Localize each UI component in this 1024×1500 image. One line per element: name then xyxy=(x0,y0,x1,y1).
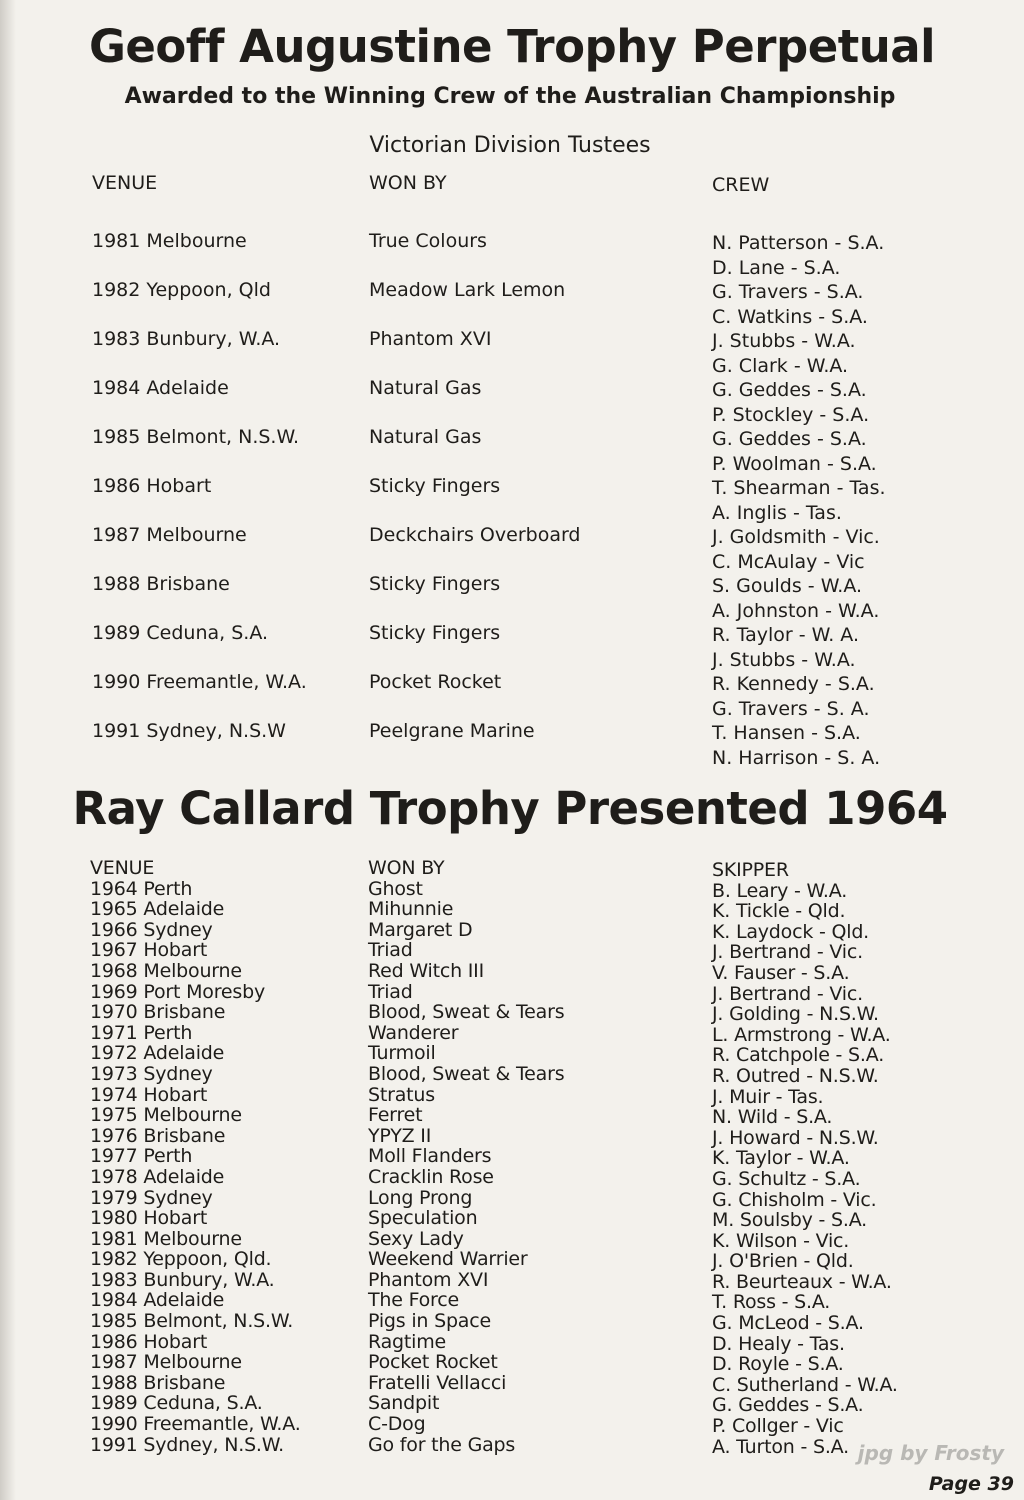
won-by-cell: Triad xyxy=(368,980,413,1003)
table-row xyxy=(0,621,1024,670)
table-row xyxy=(0,425,1024,474)
trustees-heading: Victorian Division Tustees xyxy=(369,133,651,158)
venue-cell: 1987 Melbourne xyxy=(90,1351,242,1374)
venue-cell: 1985 Belmont, N.S.W. xyxy=(92,426,300,448)
venue-cell: 1967 Hobart xyxy=(90,939,208,962)
crew-member: N. Harrison - S. A. xyxy=(712,746,881,769)
table-row xyxy=(0,1351,1024,1376)
won-by-cell: Pigs in Space xyxy=(368,1310,491,1333)
venue-cell: 1965 Adelaide xyxy=(90,898,225,921)
table-row xyxy=(0,1207,1024,1232)
won-by-column-header: WON BY xyxy=(369,172,447,194)
venue-cell: 1989 Ceduna, S.A. xyxy=(92,622,269,644)
skipper-cell: R. Beurteaux - W.A. xyxy=(712,1270,892,1293)
table-row xyxy=(0,278,1024,327)
crew-cell xyxy=(712,672,875,721)
crew-member: J. Goldsmith - Vic. xyxy=(712,526,880,548)
won-by-cell: True Colours xyxy=(369,230,487,252)
venue-column-header: VENUE xyxy=(90,857,155,879)
skipper-cell: G. McLeod - S.A. xyxy=(712,1312,864,1335)
venue-cell: 1990 Freemantle, W.A. xyxy=(92,671,307,693)
crew-cell xyxy=(712,525,880,574)
geoff-augustine-trophy-subtitle: Awarded to the Winning Crew of the Australian Championship xyxy=(124,84,896,109)
crew-member: G. Clark - W.A. xyxy=(712,354,849,377)
crew-member: A. Inglis - Tas. xyxy=(712,501,842,524)
table-row xyxy=(0,474,1024,523)
skipper-cell: C. Sutherland - W.A. xyxy=(712,1373,898,1396)
won-by-cell: Red Witch III xyxy=(368,959,484,982)
crew-cell xyxy=(712,574,879,623)
table-row xyxy=(0,1145,1024,1170)
venue-cell: 1983 Bunbury, W.A. xyxy=(90,1268,275,1291)
ray-callard-trophy-title: Ray Callard Trophy Presented 1964 xyxy=(72,782,948,835)
table-row xyxy=(0,376,1024,425)
venue-cell: 1988 Brisbane xyxy=(92,573,230,595)
table-row xyxy=(0,1188,1024,1209)
table-header-row xyxy=(0,858,1024,879)
table-row xyxy=(0,898,1024,923)
crew-member: G. Travers - S. A. xyxy=(712,697,870,720)
skipper-cell: R. Catchpole - S.A. xyxy=(712,1044,885,1067)
crew-cell xyxy=(712,231,884,280)
won-by-cell: Long Prong xyxy=(368,1186,473,1209)
watermark: jpg by Frosty xyxy=(857,1441,1004,1465)
skipper-cell: L. Armstrong - W.A. xyxy=(712,1023,891,1046)
venue-cell: 1987 Melbourne xyxy=(92,524,247,546)
table-row xyxy=(0,1270,1024,1291)
skipper-cell: D. Royle - S.A. xyxy=(712,1353,844,1376)
crew-cell xyxy=(712,329,856,378)
ray-callard-rows xyxy=(0,879,1024,1456)
venue-cell: 1970 Brisbane xyxy=(90,1001,226,1024)
skipper-cell: N. Wild - S.A. xyxy=(712,1106,833,1129)
table-row xyxy=(0,1085,1024,1106)
page-number: Page 39 xyxy=(928,1473,1014,1495)
venue-cell: 1964 Perth xyxy=(90,877,193,900)
crew-cell xyxy=(712,623,859,672)
venue-cell: 1984 Adelaide xyxy=(92,377,229,399)
table-row xyxy=(0,1373,1024,1394)
crew-column-header: CREW xyxy=(712,174,770,196)
won-by-cell: Fratelli Vellacci xyxy=(368,1371,507,1394)
table-row xyxy=(0,1064,1024,1085)
venue-cell: 1978 Adelaide xyxy=(90,1165,225,1188)
skipper-column-header: SKIPPER xyxy=(712,859,789,881)
table-row xyxy=(0,1023,1024,1044)
crew-member: J. Stubbs - W.A. xyxy=(712,330,856,352)
table-row xyxy=(0,523,1024,572)
venue-cell: 1991 Sydney, N.S.W xyxy=(92,720,286,742)
won-by-cell: Ferret xyxy=(368,1104,423,1127)
table-row xyxy=(0,982,1024,1003)
won-by-cell: Triad xyxy=(368,939,413,962)
venue-cell: 1990 Freemantle, W.A. xyxy=(90,1413,301,1436)
won-by-cell: Blood, Sweat & Tears xyxy=(368,1001,565,1024)
won-by-cell: Sticky Fingers xyxy=(369,573,501,595)
venue-cell: 1972 Adelaide xyxy=(90,1042,225,1065)
crew-member: R. Kennedy - S.A. xyxy=(712,673,875,695)
table-row xyxy=(0,1001,1024,1026)
won-by-cell: Pocket Rocket xyxy=(368,1351,498,1374)
won-by-cell: Mihunnie xyxy=(368,898,454,921)
crew-member: G. Geddes - S.A. xyxy=(712,379,867,401)
table-row xyxy=(0,1392,1024,1417)
won-by-cell: Pocket Rocket xyxy=(369,671,502,693)
crew-member: C. McAulay - Vic xyxy=(712,550,865,573)
won-by-cell: Deckchairs Overboard xyxy=(369,524,581,546)
won-by-cell: Phantom XVI xyxy=(368,1268,489,1291)
crew-member: R. Taylor - W. A. xyxy=(712,624,859,646)
skipper-cell: D. Healy - Tas. xyxy=(712,1332,845,1355)
won-by-cell: Phantom XVI xyxy=(369,328,492,350)
table-row xyxy=(0,1229,1024,1250)
geoff-augustine-trophy-title: Geoff Augustine Trophy Perpetual xyxy=(88,20,936,73)
crew-cell xyxy=(712,721,880,770)
won-by-cell: Blood, Sweat & Tears xyxy=(368,1062,565,1085)
won-by-cell: Stratus xyxy=(368,1083,435,1106)
crew-member: G. Geddes - S.A. xyxy=(712,428,867,450)
venue-cell: 1974 Hobart xyxy=(90,1083,208,1106)
venue-cell: 1981 Melbourne xyxy=(90,1227,242,1250)
won-by-cell: Sticky Fingers xyxy=(369,622,501,644)
table-row xyxy=(0,1167,1024,1188)
venue-cell: 1985 Belmont, N.S.W. xyxy=(90,1310,294,1333)
won-by-cell: YPYZ II xyxy=(368,1124,432,1147)
skipper-cell: J. Muir - Tas. xyxy=(712,1085,824,1108)
venue-cell: 1980 Hobart xyxy=(90,1207,208,1230)
skipper-cell: J. Golding - N.S.W. xyxy=(712,1003,879,1026)
venue-cell: 1969 Port Moresby xyxy=(90,980,266,1003)
won-by-cell: Weekend Warrier xyxy=(368,1248,528,1271)
won-by-cell: Speculation xyxy=(368,1207,478,1230)
venue-cell: 1982 Yeppoon, Qld xyxy=(92,279,271,301)
skipper-cell: V. Fauser - S.A. xyxy=(712,961,850,984)
crew-member: J. Stubbs - W.A. xyxy=(712,648,856,671)
skipper-cell: M. Soulsby - S.A. xyxy=(712,1209,868,1232)
table-row xyxy=(0,961,1024,982)
crew-member: D. Lane - S.A. xyxy=(712,256,841,279)
skipper-cell: J. Howard - N.S.W. xyxy=(712,1126,879,1149)
won-by-cell: Moll Flanders xyxy=(368,1145,492,1168)
venue-cell: 1971 Perth xyxy=(90,1021,193,1044)
table-row xyxy=(0,327,1024,376)
won-by-cell: Sandpit xyxy=(368,1392,440,1415)
won-by-cell: Cracklin Rose xyxy=(368,1165,494,1188)
table-row xyxy=(0,572,1024,621)
venue-cell: 1991 Sydney, N.S.W. xyxy=(90,1433,285,1456)
skipper-cell: A. Turton - S.A. xyxy=(712,1435,849,1458)
crew-cell xyxy=(712,427,877,476)
table-row xyxy=(0,879,1024,900)
table-row xyxy=(0,920,1024,941)
crew-member: A. Johnston - W.A. xyxy=(712,599,880,622)
skipper-cell: P. Collger - Vic xyxy=(712,1415,844,1438)
skipper-cell: J. O'Brien - Qld. xyxy=(712,1250,854,1273)
won-by-cell: Natural Gas xyxy=(369,426,482,448)
won-by-cell: Meadow Lark Lemon xyxy=(369,279,566,301)
skipper-cell: R. Outred - N.S.W. xyxy=(712,1064,879,1087)
table-row xyxy=(0,1248,1024,1273)
venue-cell: 1966 Sydney xyxy=(90,918,213,941)
venue-cell: 1977 Perth xyxy=(90,1145,193,1168)
venue-cell: 1968 Melbourne xyxy=(90,959,242,982)
table-row xyxy=(0,670,1024,719)
skipper-cell: B. Leary - W.A. xyxy=(712,879,848,902)
won-by-cell: Margaret D xyxy=(368,918,473,941)
table-row xyxy=(0,719,1024,768)
crew-member: P. Woolman - S.A. xyxy=(712,452,877,475)
skipper-cell: J. Bertrand - Vic. xyxy=(712,941,863,964)
skipper-cell: G. Chisholm - Vic. xyxy=(712,1188,877,1211)
venue-cell: 1989 Ceduna, S.A. xyxy=(90,1392,263,1415)
skipper-cell: G. Geddes - S.A. xyxy=(712,1394,864,1417)
won-by-cell: Ghost xyxy=(368,877,423,900)
venue-cell: 1981 Melbourne xyxy=(92,230,247,252)
table-row xyxy=(0,229,1024,278)
skipper-cell: K. Taylor - W.A. xyxy=(712,1147,850,1170)
venue-cell: 1988 Brisbane xyxy=(90,1371,226,1394)
won-by-cell: Natural Gas xyxy=(369,377,482,399)
crew-cell xyxy=(712,476,886,525)
crew-member: C. Watkins - S.A. xyxy=(712,305,868,328)
won-by-cell: The Force xyxy=(368,1289,459,1312)
won-by-cell: Go for the Gaps xyxy=(368,1433,516,1456)
venue-cell: 1976 Brisbane xyxy=(90,1124,226,1147)
venue-cell: 1986 Hobart xyxy=(92,475,212,497)
table-row xyxy=(0,1104,1024,1129)
crew-member: S. Goulds - W.A. xyxy=(712,575,863,597)
skipper-cell: G. Schultz - S.A. xyxy=(712,1167,861,1190)
skipper-cell: K. Wilson - Vic. xyxy=(712,1229,850,1252)
venue-cell: 1979 Sydney xyxy=(90,1186,213,1209)
won-by-cell: Wanderer xyxy=(368,1021,459,1044)
crew-member: N. Patterson - S.A. xyxy=(712,232,885,254)
won-by-cell: Sexy Lady xyxy=(368,1227,464,1250)
venue-cell: 1982 Yeppoon, Qld. xyxy=(90,1248,272,1271)
venue-column-header: VENUE xyxy=(92,172,158,194)
table-row xyxy=(0,939,1024,964)
venue-cell: 1983 Bunbury, W.A. xyxy=(92,328,281,350)
crew-cell xyxy=(712,378,869,427)
crew-member: T. Hansen - S.A. xyxy=(712,722,861,744)
table-row xyxy=(0,1332,1024,1353)
crew-member: P. Stockley - S.A. xyxy=(712,403,870,426)
won-by-cell: Ragtime xyxy=(368,1330,447,1353)
won-by-column-header: WON BY xyxy=(368,857,445,879)
table-row xyxy=(0,1289,1024,1314)
ray-callard-results-table xyxy=(0,857,1024,1458)
venue-cell: 1975 Melbourne xyxy=(90,1104,242,1127)
skipper-cell: J. Bertrand - Vic. xyxy=(712,982,863,1005)
crew-cell xyxy=(712,280,868,329)
skipper-cell: K. Tickle - Qld. xyxy=(712,900,846,923)
table-row xyxy=(0,1126,1024,1147)
venue-cell: 1986 Hobart xyxy=(90,1330,208,1353)
won-by-cell: Peelgrane Marine xyxy=(369,720,535,742)
table-row xyxy=(0,1310,1024,1335)
won-by-cell: Sticky Fingers xyxy=(369,475,501,497)
won-by-cell: C-Dog xyxy=(368,1413,426,1436)
table-row xyxy=(0,1042,1024,1067)
venue-cell: 1984 Adelaide xyxy=(90,1289,225,1312)
won-by-cell: Turmoil xyxy=(368,1042,436,1065)
skipper-cell: T. Ross - S.A. xyxy=(712,1291,831,1314)
venue-cell: 1973 Sydney xyxy=(90,1062,213,1085)
crew-member: T. Shearman - Tas. xyxy=(712,477,886,499)
skipper-cell: K. Laydock - Qld. xyxy=(712,920,870,943)
table-row xyxy=(0,1413,1024,1438)
crew-member: G. Travers - S.A. xyxy=(712,281,864,303)
